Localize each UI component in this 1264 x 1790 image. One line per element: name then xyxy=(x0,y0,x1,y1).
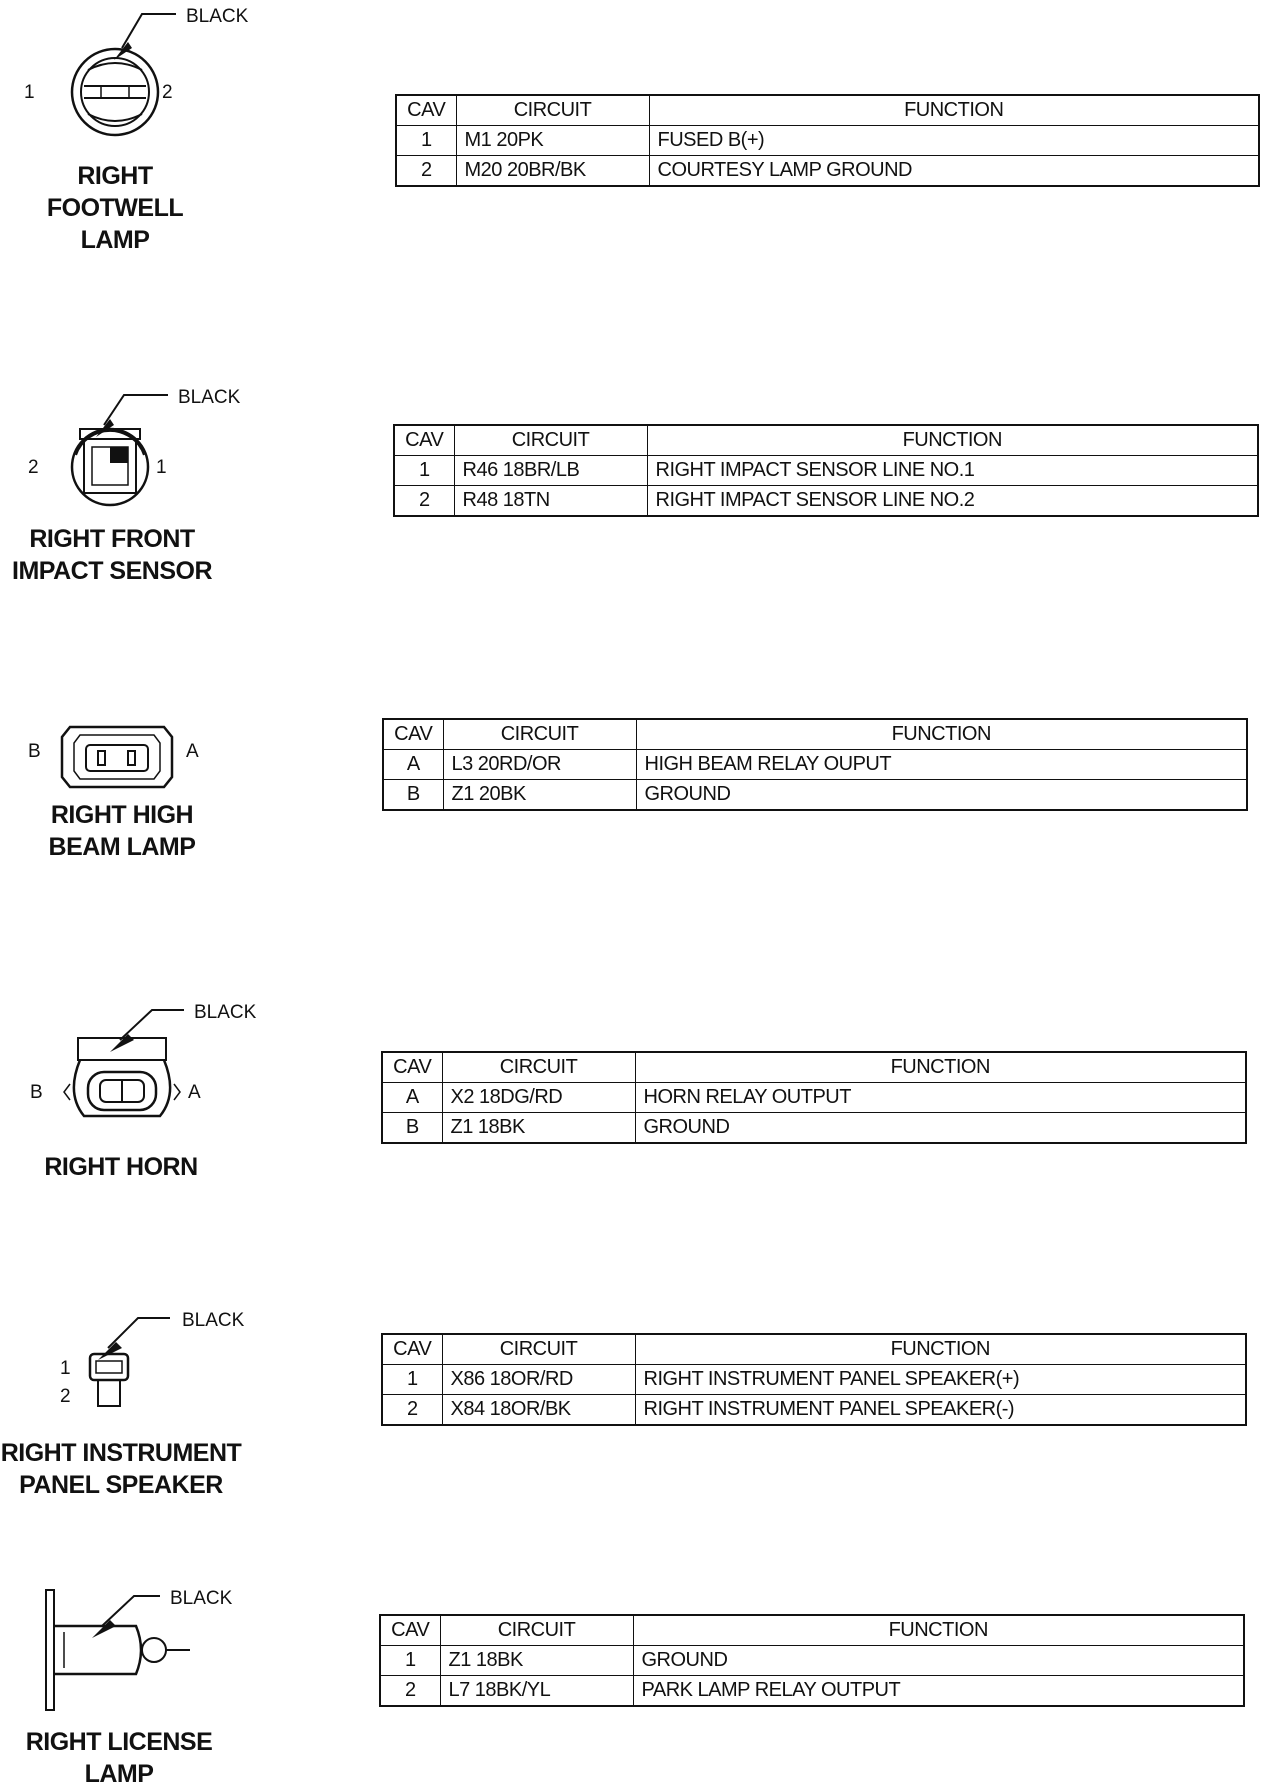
cell-circuit: R46 18BR/LB xyxy=(454,456,647,486)
connector-color-label: BLACK xyxy=(186,6,249,27)
header-circuit: CIRCUIT xyxy=(456,95,649,126)
header-cav: CAV xyxy=(382,1334,442,1365)
cell-function: RIGHT INSTRUMENT PANEL SPEAKER(-) xyxy=(635,1395,1246,1426)
header-function: FUNCTION xyxy=(647,425,1258,456)
header-cav: CAV xyxy=(396,95,456,126)
horn-connector-icon xyxy=(0,990,270,1130)
pin-label: 2 xyxy=(28,457,39,478)
panel-speaker-connector-icon xyxy=(0,1300,260,1410)
header-circuit: CIRCUIT xyxy=(443,719,636,750)
cell-circuit: Z1 20BK xyxy=(443,780,636,811)
cell-cav: 2 xyxy=(394,486,454,517)
connector-color-label: BLACK xyxy=(182,1310,245,1331)
table-header-row xyxy=(394,425,1258,456)
table-row xyxy=(382,1365,1246,1395)
header-function: FUNCTION xyxy=(635,1334,1246,1365)
cell-circuit: Z1 18BK xyxy=(442,1113,635,1144)
pin-label: 2 xyxy=(60,1386,71,1407)
cell-function: HORN RELAY OUTPUT xyxy=(635,1083,1246,1113)
table-row xyxy=(382,1083,1246,1113)
table-row xyxy=(380,1676,1244,1707)
connector-color-label: BLACK xyxy=(178,387,241,408)
cell-circuit: M1 20PK xyxy=(456,126,649,156)
connector-name: RIGHT FRONT IMPACT SENSOR xyxy=(12,525,212,585)
pin-table xyxy=(395,94,1260,187)
connector-name: RIGHT HORN xyxy=(44,1153,198,1181)
cell-cav: A xyxy=(382,1083,442,1113)
pin-label: A xyxy=(188,1082,201,1103)
pin-table xyxy=(381,1333,1247,1426)
connector-color-label: BLACK xyxy=(194,1002,257,1023)
table-header-row xyxy=(382,1052,1246,1083)
cell-function: GROUND xyxy=(636,780,1247,811)
license-lamp-connector-icon xyxy=(0,1580,260,1720)
connector-name: RIGHT FOOTWELL LAMP xyxy=(46,162,184,254)
cell-cav: 1 xyxy=(380,1646,440,1676)
table-row xyxy=(394,486,1258,517)
cell-cav: A xyxy=(383,750,443,780)
header-cav: CAV xyxy=(382,1052,442,1083)
cell-cav: B xyxy=(382,1113,442,1144)
header-circuit: CIRCUIT xyxy=(442,1334,635,1365)
pin-table xyxy=(381,1051,1247,1144)
cell-cav: 1 xyxy=(394,456,454,486)
footwell-lamp-connector-icon xyxy=(0,0,260,150)
pin-label: B xyxy=(28,741,41,762)
header-circuit: CIRCUIT xyxy=(454,425,647,456)
cell-cav: 2 xyxy=(382,1395,442,1426)
cell-circuit: L7 18BK/YL xyxy=(440,1676,633,1707)
cell-circuit: M20 20BR/BK xyxy=(456,156,649,187)
header-circuit: CIRCUIT xyxy=(442,1052,635,1083)
cell-cav: 1 xyxy=(396,126,456,156)
pin-label: B xyxy=(30,1082,43,1103)
cell-circuit: X84 18OR/BK xyxy=(442,1395,635,1426)
header-cav: CAV xyxy=(394,425,454,456)
connector-color-label: BLACK xyxy=(170,1588,233,1609)
cell-function: RIGHT INSTRUMENT PANEL SPEAKER(+) xyxy=(635,1365,1246,1395)
connector-name: RIGHT INSTRUMENT PANEL SPEAKER xyxy=(0,1439,242,1499)
pin-label: 1 xyxy=(60,1358,71,1379)
header-function: FUNCTION xyxy=(636,719,1247,750)
impact-sensor-connector-icon xyxy=(0,375,260,505)
pin-label: 2 xyxy=(162,82,173,103)
cell-function: FUSED B(+) xyxy=(649,126,1259,156)
cell-function: RIGHT IMPACT SENSOR LINE NO.2 xyxy=(647,486,1258,517)
cell-function: GROUND xyxy=(635,1113,1246,1144)
table-row xyxy=(382,1395,1246,1426)
pin-label: 1 xyxy=(24,82,35,103)
header-cav: CAV xyxy=(380,1615,440,1646)
table-row xyxy=(396,126,1259,156)
connector-name: RIGHT HIGH BEAM LAMP xyxy=(48,801,196,861)
table-row xyxy=(383,780,1247,811)
cell-cav: 2 xyxy=(396,156,456,187)
table-row xyxy=(394,456,1258,486)
table-header-row xyxy=(380,1615,1244,1646)
table-row xyxy=(380,1646,1244,1676)
high-beam-lamp-connector-icon xyxy=(0,715,260,795)
header-cav: CAV xyxy=(383,719,443,750)
cell-circuit: Z1 18BK xyxy=(440,1646,633,1676)
connector-name: RIGHT LICENSE LAMP xyxy=(25,1728,213,1788)
cell-circuit: L3 20RD/OR xyxy=(443,750,636,780)
cell-circuit: X86 18OR/RD xyxy=(442,1365,635,1395)
cell-function: GROUND xyxy=(633,1646,1244,1676)
cell-cav: 1 xyxy=(382,1365,442,1395)
pin-table xyxy=(379,1614,1245,1707)
table-header-row xyxy=(383,719,1247,750)
table-header-row xyxy=(382,1334,1246,1365)
header-function: FUNCTION xyxy=(635,1052,1246,1083)
cell-circuit: X2 18DG/RD xyxy=(442,1083,635,1113)
pin-table xyxy=(382,718,1248,811)
table-header-row xyxy=(396,95,1259,126)
table-row xyxy=(383,750,1247,780)
cell-function: COURTESY LAMP GROUND xyxy=(649,156,1259,187)
cell-function: PARK LAMP RELAY OUTPUT xyxy=(633,1676,1244,1707)
cell-function: HIGH BEAM RELAY OUPUT xyxy=(636,750,1247,780)
pin-label: 1 xyxy=(156,457,167,478)
cell-circuit: R48 18TN xyxy=(454,486,647,517)
pin-table xyxy=(393,424,1259,517)
header-function: FUNCTION xyxy=(633,1615,1244,1646)
pin-label: A xyxy=(186,741,199,762)
cell-function: RIGHT IMPACT SENSOR LINE NO.1 xyxy=(647,456,1258,486)
header-circuit: CIRCUIT xyxy=(440,1615,633,1646)
header-function: FUNCTION xyxy=(649,95,1259,126)
cell-cav: 2 xyxy=(380,1676,440,1707)
table-row xyxy=(396,156,1259,187)
table-row xyxy=(382,1113,1246,1144)
cell-cav: B xyxy=(383,780,443,811)
